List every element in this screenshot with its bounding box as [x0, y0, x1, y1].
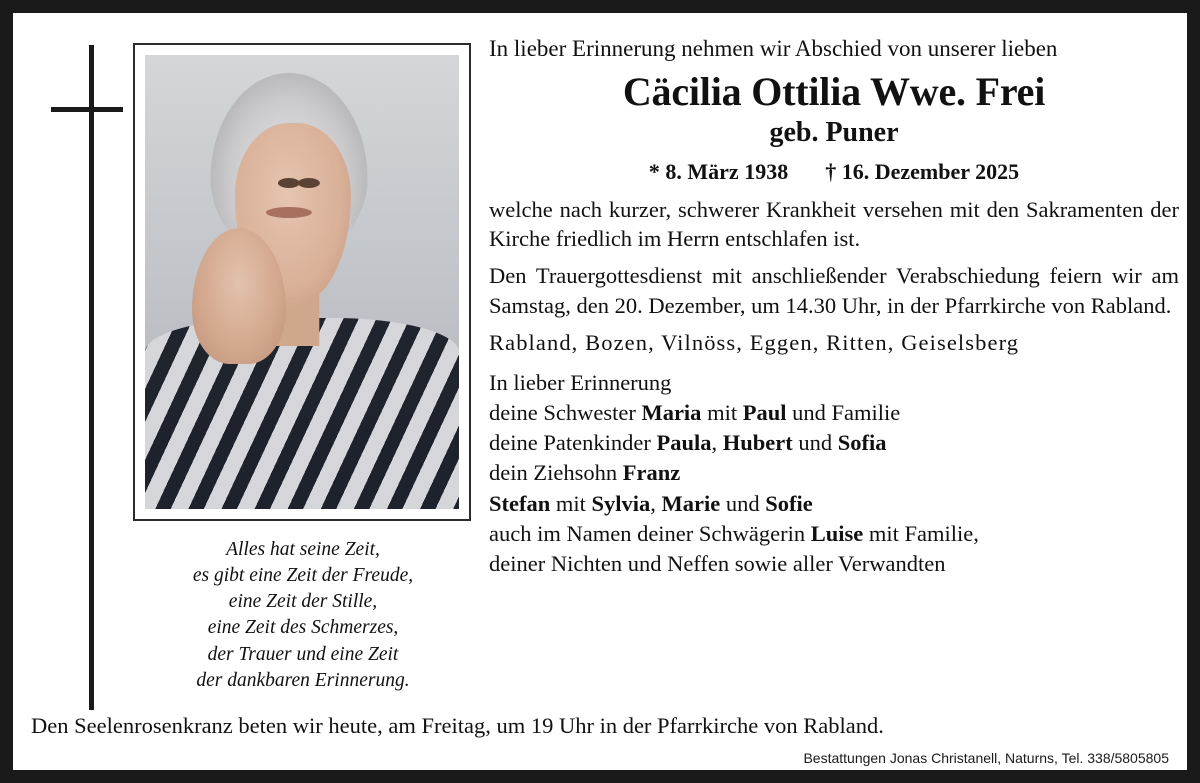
mourners-block [489, 368, 1179, 579]
notice-inner [13, 13, 1187, 770]
verse-line: eine Zeit der Stille, [228, 591, 378, 613]
mourner-line: Stefan mit Sylvia, Marie und Sofie [489, 490, 813, 516]
funeral-service-info: Den Trauergottesdienst mit anschließender Verabschiedung feiern wir am Samstag, den 20. Dezember, um 14.30 Uhr, in der Pfarrkirche von Rabland. [489, 263, 1179, 318]
death-date: † 16. Dezember 2025 [825, 158, 1020, 184]
left-column [13, 13, 483, 770]
portrait-frame [133, 43, 471, 521]
cross-icon [81, 45, 83, 710]
death-description: welche nach kurzer, schwerer Krankheit versehen mit den Sakramenten der Kirche friedlich im Herrn entschlafen ist. [489, 196, 1179, 252]
verse-line: der Trauer und eine Zeit [207, 643, 399, 665]
mourner-line: deine Schwester Maria mit Paul und Familie [489, 399, 901, 425]
memory-heading: In lieber Erinnerung [489, 369, 672, 395]
portrait-mouth [266, 207, 312, 218]
places-list: Rabland, Bozen, Vilnöss, Eggen, Ritten, Geiselsberg [489, 329, 1020, 355]
portrait-eye-right [298, 178, 320, 188]
portrait-clothing [145, 318, 459, 509]
deceased-name: Cäcilia Ottilia Wwe. Frei [622, 68, 1046, 114]
rosary-info: Den Seelenrosenkranz beten wir heute, am Freitag, um 19 Uhr in der Pfarrkirche von Rabland. [31, 712, 884, 738]
mourner-line: deine Patenkinder Paula, Hubert und Sofia [489, 430, 887, 456]
birth-date: * 8. März 1938 [648, 158, 789, 184]
portrait-eye-left [277, 178, 299, 188]
verse-line: Alles hat seine Zeit, [226, 539, 380, 560]
cross-horizontal-bar [51, 107, 123, 112]
mourner-line: dein Ziehsohn Franz [489, 460, 681, 486]
intro-text: In lieber Erinnerung nehmen wir Abschied von unserer lieben [489, 36, 1058, 61]
verse-line: der dankbaren Erinnerung. [196, 669, 410, 691]
right-column [489, 35, 1179, 579]
portrait-photo [145, 55, 459, 509]
verse-line: es gibt eine Zeit der Freude, [192, 565, 414, 587]
memorial-verse [133, 537, 473, 694]
verse-line: eine Zeit des Schmerzes, [207, 617, 399, 639]
maiden-name: geb. Puner [769, 116, 899, 148]
mourner-line: auch im Namen deiner Schwägerin Luise mit Familie, [489, 520, 979, 546]
funeral-home-credit: Bestattungen Jonas Christanell, Naturns, Tel. 338/5805805 [803, 750, 1169, 766]
cross-vertical-bar [89, 45, 94, 710]
mourner-line: deiner Nichten und Neffen sowie aller Verwandten [489, 551, 946, 577]
life-dates [489, 159, 1179, 185]
